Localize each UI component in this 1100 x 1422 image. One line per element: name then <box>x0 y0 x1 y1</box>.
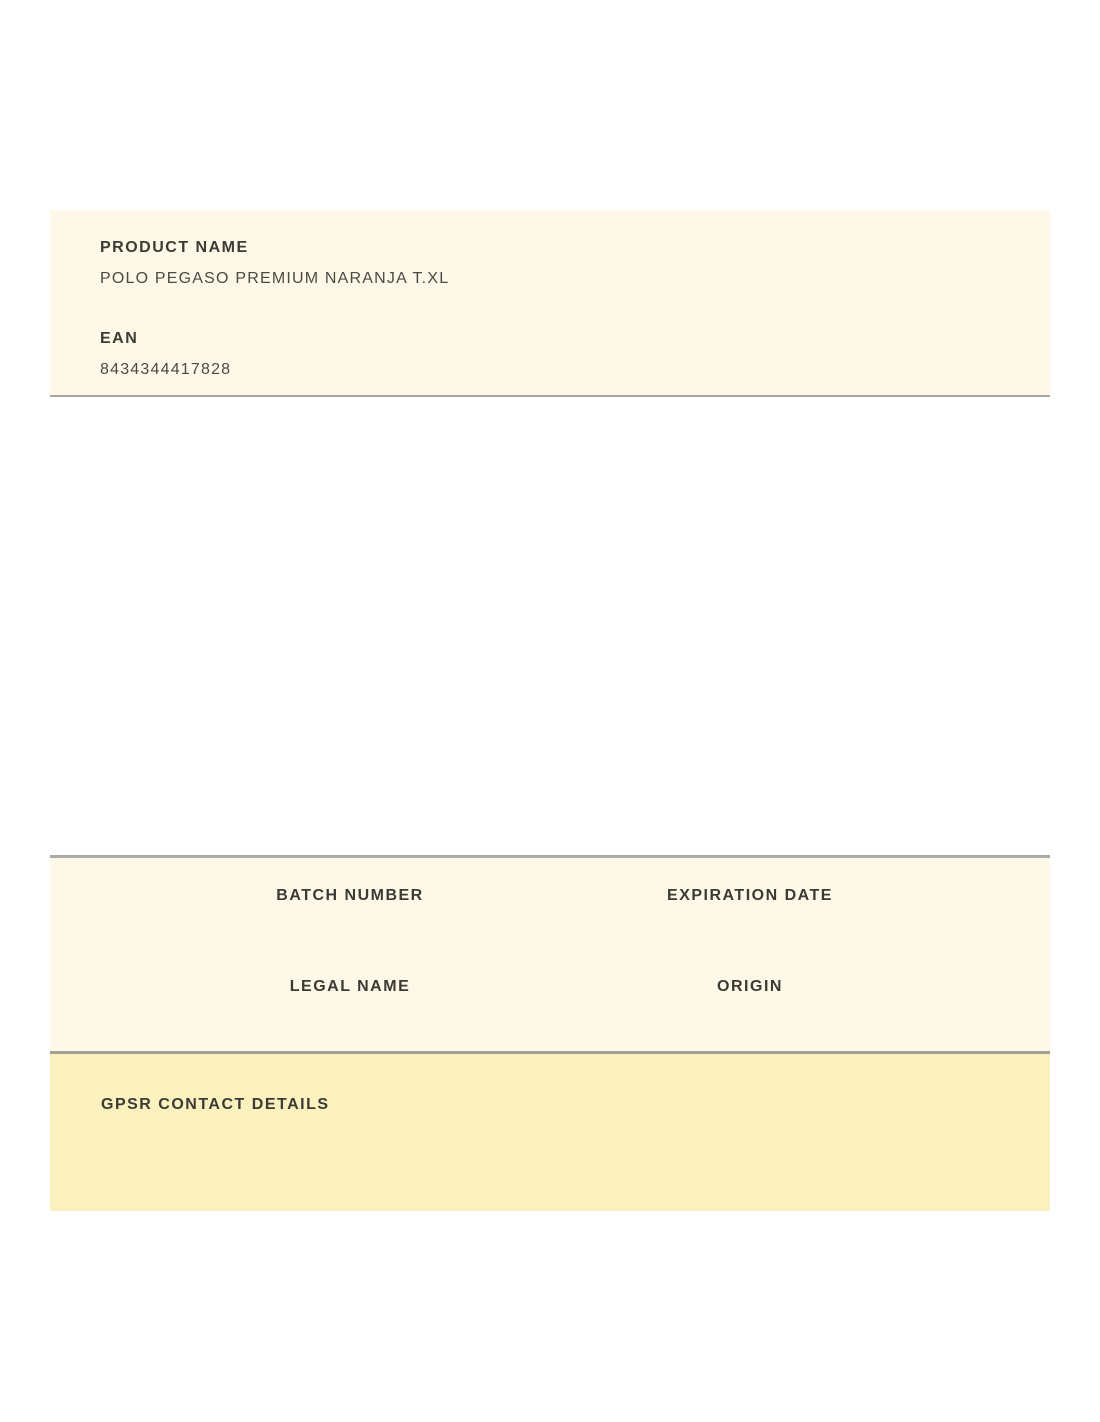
expiration-date-field <box>550 886 950 937</box>
gpsr-panel <box>50 1054 1050 1211</box>
product-name-value: POLO PEGASO PREMIUM NARANJA T.XL <box>100 270 450 287</box>
batch-info-grid <box>150 886 950 1068</box>
batch-number-field <box>150 886 550 937</box>
ean-field <box>100 329 1000 380</box>
gpsr-contact-field <box>101 1095 1000 1146</box>
origin-label: ORIGIN <box>717 978 783 995</box>
expiration-date-value <box>550 917 950 937</box>
legal-name-field <box>150 977 550 1028</box>
ean-label: EAN <box>100 330 139 347</box>
gpsr-contact-details-value <box>101 1126 1000 1146</box>
origin-value <box>550 1008 950 1028</box>
expiration-date-label: EXPIRATION DATE <box>667 887 833 904</box>
gpsr-contact-details-label: GPSR CONTACT DETAILS <box>101 1096 330 1113</box>
legal-name-label: LEGAL NAME <box>289 978 411 995</box>
batch-number-value <box>150 917 550 937</box>
product-name-label: PRODUCT NAME <box>100 239 249 256</box>
batch-info-panel <box>50 855 1050 1054</box>
origin-field <box>550 977 950 1028</box>
batch-number-label: BATCH NUMBER <box>276 887 424 904</box>
product-name-field <box>100 238 1000 289</box>
product-info-panel <box>50 210 1050 397</box>
ean-value: 8434344417828 <box>100 361 232 378</box>
legal-name-value <box>150 1008 550 1028</box>
